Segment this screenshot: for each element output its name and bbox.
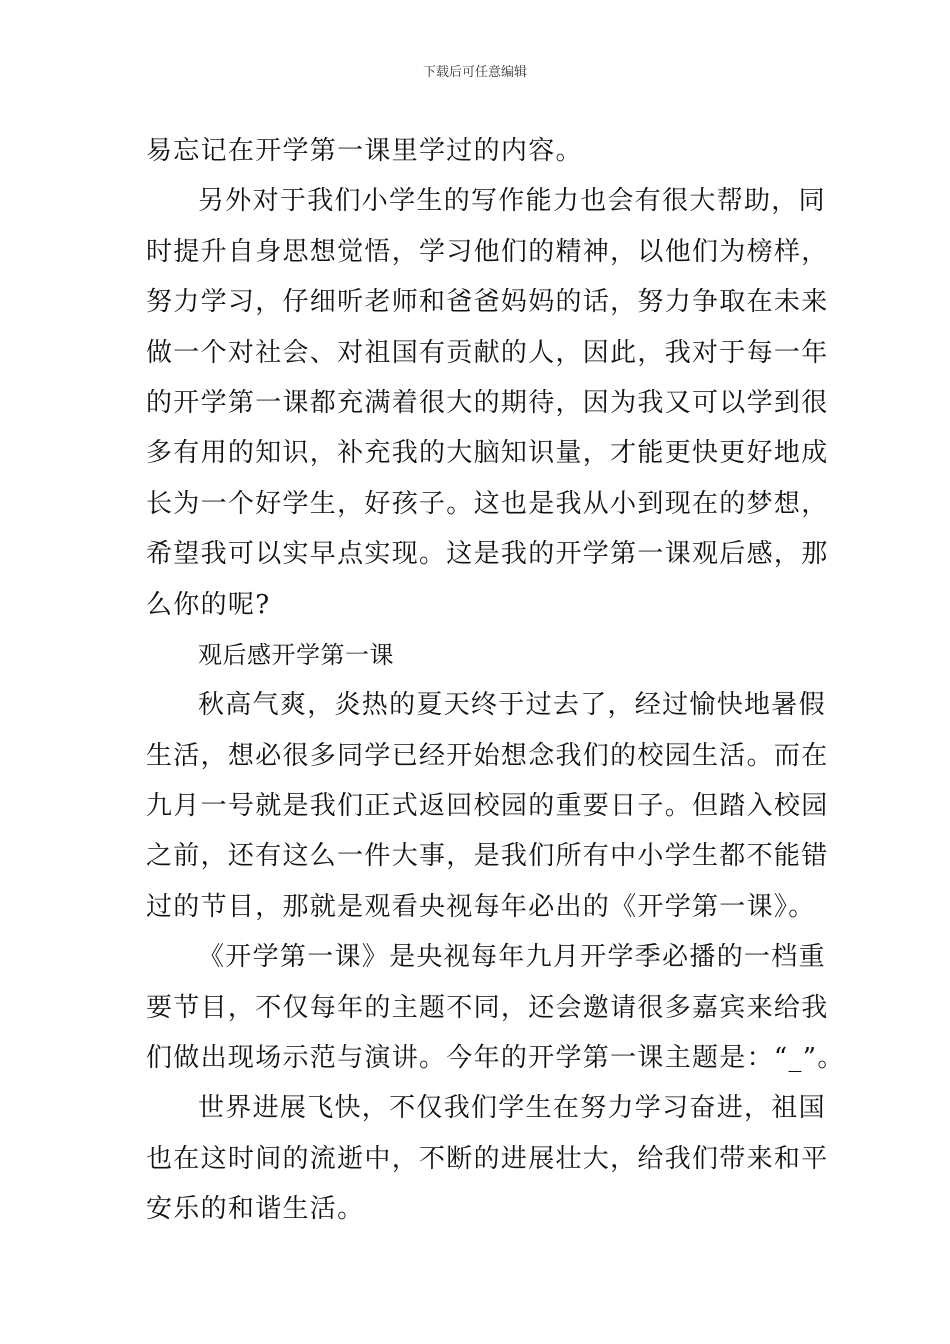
text-line: 们做出现场示范与演讲。今年的开学第一课主题是：“_”。 (146, 1043, 845, 1074)
text-line: 之前，还有这么一件大事，是我们所有中小学生都不能错 (146, 841, 829, 872)
text-line: 易忘记在开学第一课里学过的内容。 (146, 136, 583, 166)
text-line: 过的节目，那就是观看央视每年必出的《开学第一课》。 (146, 891, 816, 922)
text-line: 努力学习，仔细听老师和爸爸妈妈的话，努力争取在未来 (146, 287, 829, 318)
text-line: 希望我可以实早点实现。这是我的开学第一课观后感，那 (146, 539, 829, 570)
text-line: 的开学第一课都充满着很大的期待，因为我又可以学到很 (146, 387, 829, 418)
section-heading: 观后感开学第一课 (198, 640, 394, 669)
paragraph-start-line: 《开学第一课》是央视每年九月开学季必播的一档重 (198, 942, 826, 973)
text-line: 长为一个好学生，好孩子。这也是我从小到现在的梦想， (146, 488, 829, 519)
body-text (146, 126, 845, 1235)
text-line: 九月一号就是我们正式返回校园的重要日子。但踏入校园 (146, 791, 829, 822)
paragraph-start-line: 另外对于我们小学生的写作能力也会有很大帮助，同 (198, 186, 826, 217)
paragraph-start-line: 世界进展飞快，不仅我们学生在努力学习奋进，祖国 (198, 1093, 826, 1124)
text-line: 时提升自身思想觉悟，学习他们的精神，以他们为榜样， (146, 236, 829, 267)
text-line: 要节目，不仅每年的主题不同，还会邀请很多嘉宾来给我 (146, 992, 829, 1023)
text-line: 生活，想必很多同学已经开始想念我们的校园生活。而在 (146, 740, 829, 771)
text-line: 安乐的和谐生活。 (146, 1194, 365, 1225)
page-header: 下载后可任意编辑 (422, 65, 527, 80)
text-line: 也在这时间的流逝中，不断的进展壮大，给我们带来和平 (146, 1143, 829, 1174)
text-line: 做一个对社会、对祖国有贡献的人，因此，我对于每一年 (146, 337, 829, 368)
text-line: 么你的呢? (146, 589, 271, 620)
text-line: 多有用的知识，补充我的大脑知识量，才能更快更好地成 (146, 438, 829, 469)
paragraph-start-line: 秋高气爽，炎热的夏天终于过去了，经过愉快地暑假 (198, 690, 826, 721)
